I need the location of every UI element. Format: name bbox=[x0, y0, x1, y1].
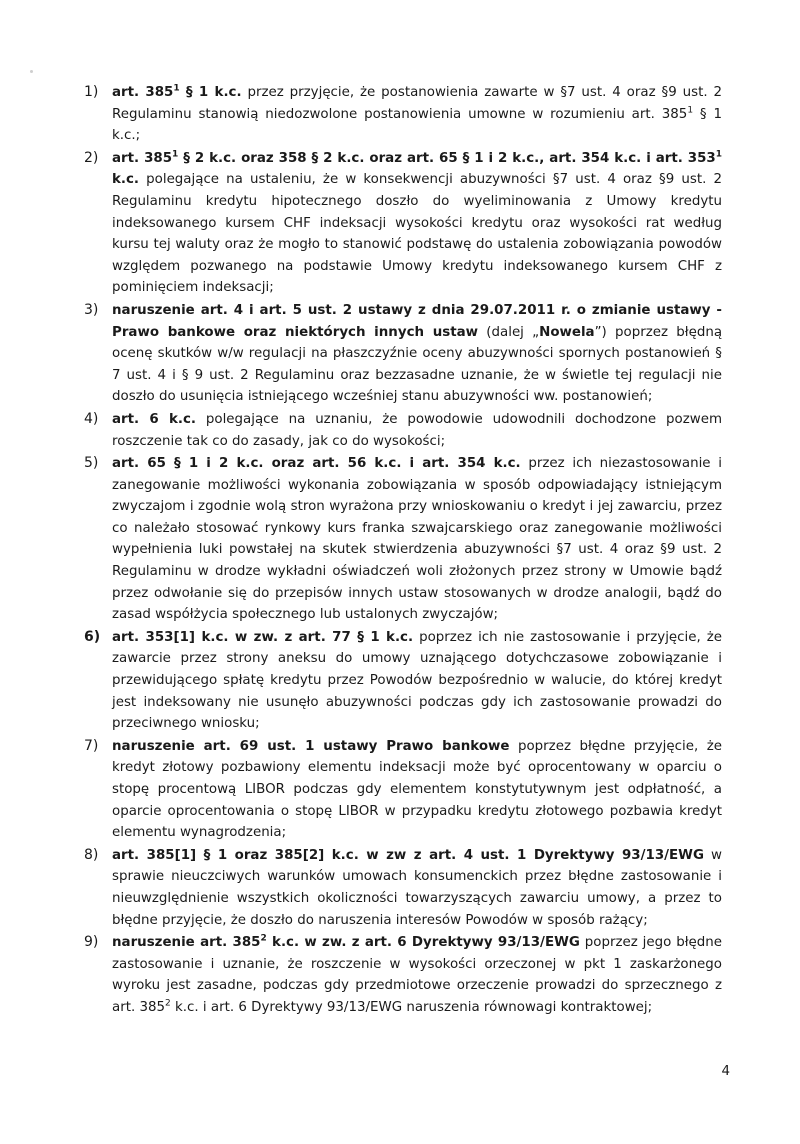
item-text: poprzez ich nie zastosowanie i przyjęcie, że zawarcie przez strony aneksu do umowy uznającego dotychczasowe zobowiązanie i przewidującego spłatę kredytu przez Powodów bezpośrednio w walucie, do której kredyt jest indeksowany nie usunęło abuzywności podczas gdy ich zastosowanie prowadzi do przeciwnego wniosku; bbox=[112, 629, 723, 732]
item-text-cont: ”) poprzez błędną ocenę skutków w/w regulacji na płaszczyźnie oceny abuzywności spornych postanowień § 7 ust. 4 i § 9 ust. 2 Regulaminu oraz bezzasadne uznanie, że w świetle tej regulacji nie doszło do usunięcia istniejącego wcześniej stanu abuzywności ww. postanowień; bbox=[112, 324, 723, 405]
appeal-charges-list bbox=[82, 82, 722, 1020]
item-number: 8) bbox=[84, 846, 99, 863]
legal-basis: art. 65 § 1 i 2 k.c. oraz art. 56 k.c. i art. 354 k.c. bbox=[112, 456, 521, 472]
item-text: przez przyjęcie, że postanowienia zawarte w §7 ust. 4 oraz §9 ust. 2 Regulaminu stanowią niedozwolone postanowienia umowne w rozumieniu art. 385 bbox=[112, 85, 722, 122]
superscript: 1 bbox=[687, 105, 694, 116]
margin-dot bbox=[30, 70, 33, 73]
superscript: 2 bbox=[165, 998, 171, 1009]
legal-basis: art. 385 bbox=[112, 150, 173, 166]
superscript: 1 bbox=[715, 149, 723, 160]
item-text: w sprawie nieuczciwych warunków umowach konsumenckich przez błędne zastosowanie i nieuwzględnienie wszystkich okoliczności towarzyszących zawarciu umowy, a przez to błędne przyjęcie, że doszło do naruszenia interesów Powodów w sposób rażący; bbox=[112, 847, 722, 928]
legal-basis: art. 385[1] § 1 oraz 385[2] k.c. w zw z art. 4 ust. 1 Dyrektywy 93/13/EWG bbox=[112, 847, 704, 863]
item-number: 1) bbox=[84, 84, 99, 100]
legal-basis-cont: § 2 k.c. oraz 358 § 2 k.c. oraz art. 65 § 1 i 2 k.c., art. 354 k.c. i art. 353 bbox=[178, 150, 716, 166]
item-text: poprzez jego błędne zastosowanie i uznanie, że roszczenie w wysokości orzeczonej w pkt 1 zaskarżonego wyroku jest zasadne, podczas gdy przedmiotowe orzeczenie prowadzi do sprzecznego z art. 385 bbox=[112, 935, 722, 1015]
legal-basis: art. 385 bbox=[112, 85, 174, 100]
item-number: 5) bbox=[84, 455, 99, 472]
item-text: polegające na ustaleniu, że w konsekwencji abuzywności §7 ust. 4 oraz §9 ust. 2 Regulaminu kredytu hipotecznego doszło do wyeliminowania z Umowy kredytu indeksowanego kursem CHF indeksacji wysokości kredytu oraz wysokości rat według kursu tej waluty oraz że mogło to stanowić podstawę do ustalenia zobowiązania powodów względem pozwanego na podstawie Umowy kredytu indeksowanego kursem CHF z pominięciem indeksacji; bbox=[112, 172, 722, 296]
list-item-5 bbox=[82, 453, 722, 626]
item-number: 6) bbox=[84, 628, 101, 645]
list-item-2 bbox=[82, 148, 722, 299]
item-text: polegające na uznaniu, że powodowie udowodnili dochodzone pozwem roszczenie tak co do zasady, jak co do wysokości; bbox=[112, 411, 722, 449]
legal-basis: art. 353[1] k.c. w zw. z art. 77 § 1 k.c. bbox=[112, 629, 414, 645]
legal-basis-cont: k.c. bbox=[112, 172, 140, 188]
superscript: 1 bbox=[172, 149, 179, 160]
list-item-1 bbox=[82, 82, 722, 147]
item-number: 4) bbox=[84, 410, 99, 427]
superscript: 2 bbox=[260, 933, 267, 944]
item-number: 7) bbox=[84, 737, 99, 754]
item-text-cont: k.c. i art. 6 Dyrektywy 93/13/EWG naruszenia równowagi kontraktowej; bbox=[170, 999, 653, 1015]
item-text: przez ich niezastosowanie i zanegowanie możliwości wykonania zobowiązania w sposób odpowiadający istniejącym zwyczajom i zgodnie wolą stron wyrażona przy wnioskowaniu o kredyt i jej zawarciu, przez co należało stosować rynkowy kurs franka szwajcarskiego oraz zanegowanie możliwości wypełnienia luki powstałej na skutek stwierdzenia abuzywności §7 ust. 4 oraz §9 ust. 2 Regulaminu w drodze wykładni oświadczeń woli złożonych przez strony w Umowie bądź przez odwołanie się do przepisów innych ustaw stosowanych w drodze analogii, bądź do zasad współżycia społecznego lub ustalonych zwyczajów; bbox=[112, 456, 722, 623]
list-item-9 bbox=[82, 932, 722, 1018]
legal-basis-cont: k.c. w zw. z art. 6 Dyrektywy 93/13/EWG bbox=[266, 935, 580, 951]
defined-term: Nowela bbox=[539, 324, 595, 340]
list-item-8 bbox=[82, 845, 722, 931]
superscript: 1 bbox=[173, 83, 180, 94]
legal-basis: art. 6 k.c. bbox=[112, 411, 197, 427]
item-text: poprzez błędne przyjęcie, że kredyt złotowy pozbawiony elementu indeksacji może być oprocentowany w oparciu o stopę procentową LIBOR podczas gdy elementem konstytutywnym jest odpłatność, a oparcie oprocentowania o stopę LIBOR w przypadku kredytu złotowego pozbawia kredyt elementu wynagrodzenia; bbox=[112, 738, 722, 841]
page-number: 4 bbox=[721, 1064, 730, 1079]
item-number: 9) bbox=[84, 934, 99, 951]
legal-basis: naruszenie art. 69 ust. 1 ustawy Prawo bankowe bbox=[112, 738, 510, 754]
list-item-4 bbox=[82, 409, 722, 452]
legal-basis-cont: § 1 k.c. bbox=[179, 85, 242, 100]
item-number: 3) bbox=[84, 301, 99, 318]
item-number: 2) bbox=[84, 149, 99, 166]
list-item-6 bbox=[82, 627, 722, 735]
legal-basis: naruszenie art. 4 i art. 5 ust. 2 ustawy z dnia 29.07.2011 r. o zmianie ustawy - Prawo bankowe oraz niektórych innych ustaw bbox=[112, 302, 722, 340]
list-item-3 bbox=[82, 300, 722, 408]
list-item-7 bbox=[82, 736, 722, 844]
item-text: (dalej „ bbox=[478, 324, 540, 340]
legal-basis: naruszenie art. 385 bbox=[112, 935, 261, 951]
item-text-cont: § 1 k.c.; bbox=[112, 106, 722, 144]
